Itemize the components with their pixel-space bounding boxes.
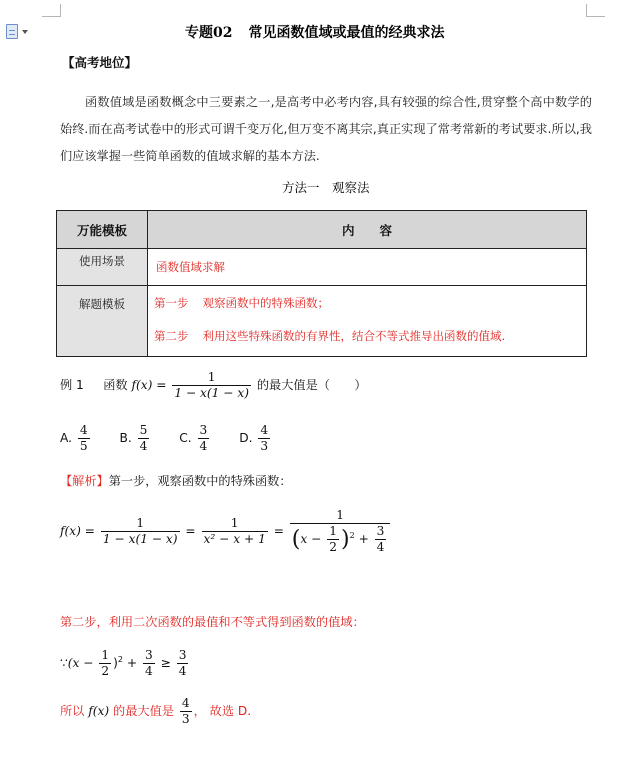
fraction-denominator: 4 — [178, 664, 187, 678]
equals-sign: = — [185, 524, 196, 538]
option-letter: A. — [60, 431, 72, 445]
quarter-fraction — [375, 524, 387, 555]
option-numerator: 3 — [199, 423, 208, 437]
fraction-numerator: 1 — [101, 516, 180, 532]
conclusion-prefix: 所以 — [60, 704, 85, 718]
section-heading: 【高考地位】 — [62, 55, 138, 70]
fraction-numerator: 4 — [181, 696, 190, 710]
table-header-left: 万能模板 — [57, 211, 148, 249]
step-tag: 第一步 — [154, 296, 189, 310]
fraction-numerator: 3 — [178, 648, 187, 662]
step-text: 利用这些特殊函数的有界性，结合不等式推导出函数的值域. — [202, 329, 506, 343]
row-value-scene: 函数值域求解 — [148, 249, 587, 286]
fraction-denominator: 4 — [376, 540, 385, 554]
inequality-term: (x − — [67, 656, 94, 670]
example-prefix: 函数 — [103, 378, 128, 392]
conclusion-suffix: 故选 D. — [209, 704, 252, 718]
equals-sign: = — [273, 524, 284, 538]
step-text: 观察函数中的特殊函数； — [202, 296, 329, 310]
option-b[interactable] — [120, 423, 152, 454]
option-numerator: 5 — [139, 423, 148, 437]
fraction-denominator: x² − x + 1 — [203, 532, 266, 546]
page-corner-mark-right — [586, 4, 605, 17]
row-value-template — [148, 286, 587, 357]
step-tag: 第二步 — [154, 329, 189, 343]
title-text: 常见函数值域或最值的经典求法 — [248, 25, 445, 41]
square-exponent: 2 — [349, 530, 355, 540]
option-denominator: 4 — [199, 439, 208, 453]
option-denominator: 3 — [260, 439, 269, 453]
table-row — [57, 249, 587, 286]
ge-sign: ≥ — [160, 656, 171, 670]
fraction-denominator: 1 − x(1 − x) — [174, 386, 249, 400]
method-title: 方法一 观察法 — [282, 180, 370, 195]
fraction-denominator: 2 — [329, 540, 337, 554]
table-header-right: 内 容 — [148, 211, 587, 249]
conclusion-function: f(x) — [88, 704, 110, 718]
row-label-template — [57, 286, 148, 357]
example-function: f(x) = — [131, 378, 167, 392]
equation-fraction-3 — [290, 508, 391, 555]
analysis-tag: 【解析】 — [60, 474, 109, 488]
option-d[interactable] — [239, 423, 272, 454]
document-icon[interactable] — [6, 24, 18, 39]
example-fraction — [172, 370, 251, 401]
right-paren: ) — [113, 656, 118, 670]
fraction-numerator: 1 — [101, 648, 110, 662]
row-label-text: 使用场景 — [79, 254, 125, 268]
example-question — [60, 370, 367, 401]
title-number: 专题02 — [185, 25, 233, 41]
fraction-numerator: 3 — [376, 524, 385, 538]
fraction-denominator: 4 — [144, 664, 153, 678]
denominator-term: x − — [300, 532, 322, 546]
fraction-denominator: 2 — [101, 664, 110, 678]
option-numerator: 4 — [260, 423, 269, 437]
example-suffix: 的最大值是（ ） — [256, 378, 367, 392]
fraction-numerator: 3 — [144, 648, 153, 662]
fraction-numerator: 1 — [290, 508, 391, 524]
fraction-denominator: (x − $\frac{1}{2}$ )$^2$ + $\frac{3}{4}$ — [291, 524, 385, 554]
row-label-text: 解题模板 — [79, 297, 125, 311]
half-fraction — [99, 648, 111, 679]
half-fraction — [327, 524, 339, 555]
plus-sign: + — [358, 532, 369, 546]
template-step-2 — [154, 311, 586, 344]
option-a[interactable] — [60, 423, 92, 454]
option-letter: B. — [119, 431, 132, 445]
square-exponent: 2 — [117, 654, 123, 664]
option-denominator: 5 — [79, 439, 88, 453]
page-title — [185, 22, 444, 42]
page-corner-mark-left — [42, 4, 61, 17]
fraction-denominator: 3 — [181, 712, 190, 726]
equation-lhs: f(x) = — [60, 524, 95, 538]
quarter-fraction — [143, 648, 155, 679]
plus-sign: + — [126, 656, 138, 670]
row-label-scene — [57, 249, 148, 286]
fraction-numerator: 1 — [202, 516, 268, 532]
option-letter: D. — [239, 431, 253, 445]
inequality-line — [60, 648, 190, 679]
dropdown-arrow-icon[interactable] — [22, 30, 28, 34]
conclusion-fraction — [180, 696, 192, 727]
conclusion-comma: ， — [193, 704, 206, 718]
fraction-denominator: 1 − x(1 − x) — [102, 532, 178, 546]
option-numerator: 4 — [79, 423, 88, 437]
table-row — [57, 286, 587, 357]
intro-paragraph: 函数值域是函数概念中三要素之一,是高考中必考内容,具有较强的综合性,贯穿整个高中数学的始终.而在高考试卷中的形式可谓千变万化,但万变不离其宗,真正实现了常考常新的考试要求.所以,我们应该掌握一些简单函数的值域求解的基本方法. — [60, 95, 592, 163]
equation-fraction-1 — [101, 516, 180, 547]
template-table — [56, 210, 587, 357]
equation-chain — [60, 508, 392, 555]
fraction-numerator: 1 — [172, 370, 251, 386]
option-letter: C. — [179, 431, 192, 445]
equation-fraction-2 — [202, 516, 268, 547]
fraction-numerator: 1 — [329, 524, 337, 538]
table-header-row — [57, 211, 587, 249]
option-denominator: 4 — [139, 439, 148, 453]
option-c[interactable] — [179, 423, 211, 454]
answer-options — [60, 423, 296, 454]
conclusion-mid: 的最大值是 — [113, 704, 174, 718]
example-label: 例 1 — [60, 378, 84, 392]
analysis-text: 第一步，观察函数中的特殊函数： — [108, 474, 292, 488]
because-symbol: ∵ — [60, 656, 68, 670]
template-step-1 — [154, 286, 586, 311]
conclusion-line — [60, 696, 251, 727]
analysis-line — [60, 472, 292, 489]
bound-fraction — [177, 648, 189, 679]
step-two-line: 第二步，利用二次函数的最值和不等式得到函数的值域： — [60, 615, 365, 629]
